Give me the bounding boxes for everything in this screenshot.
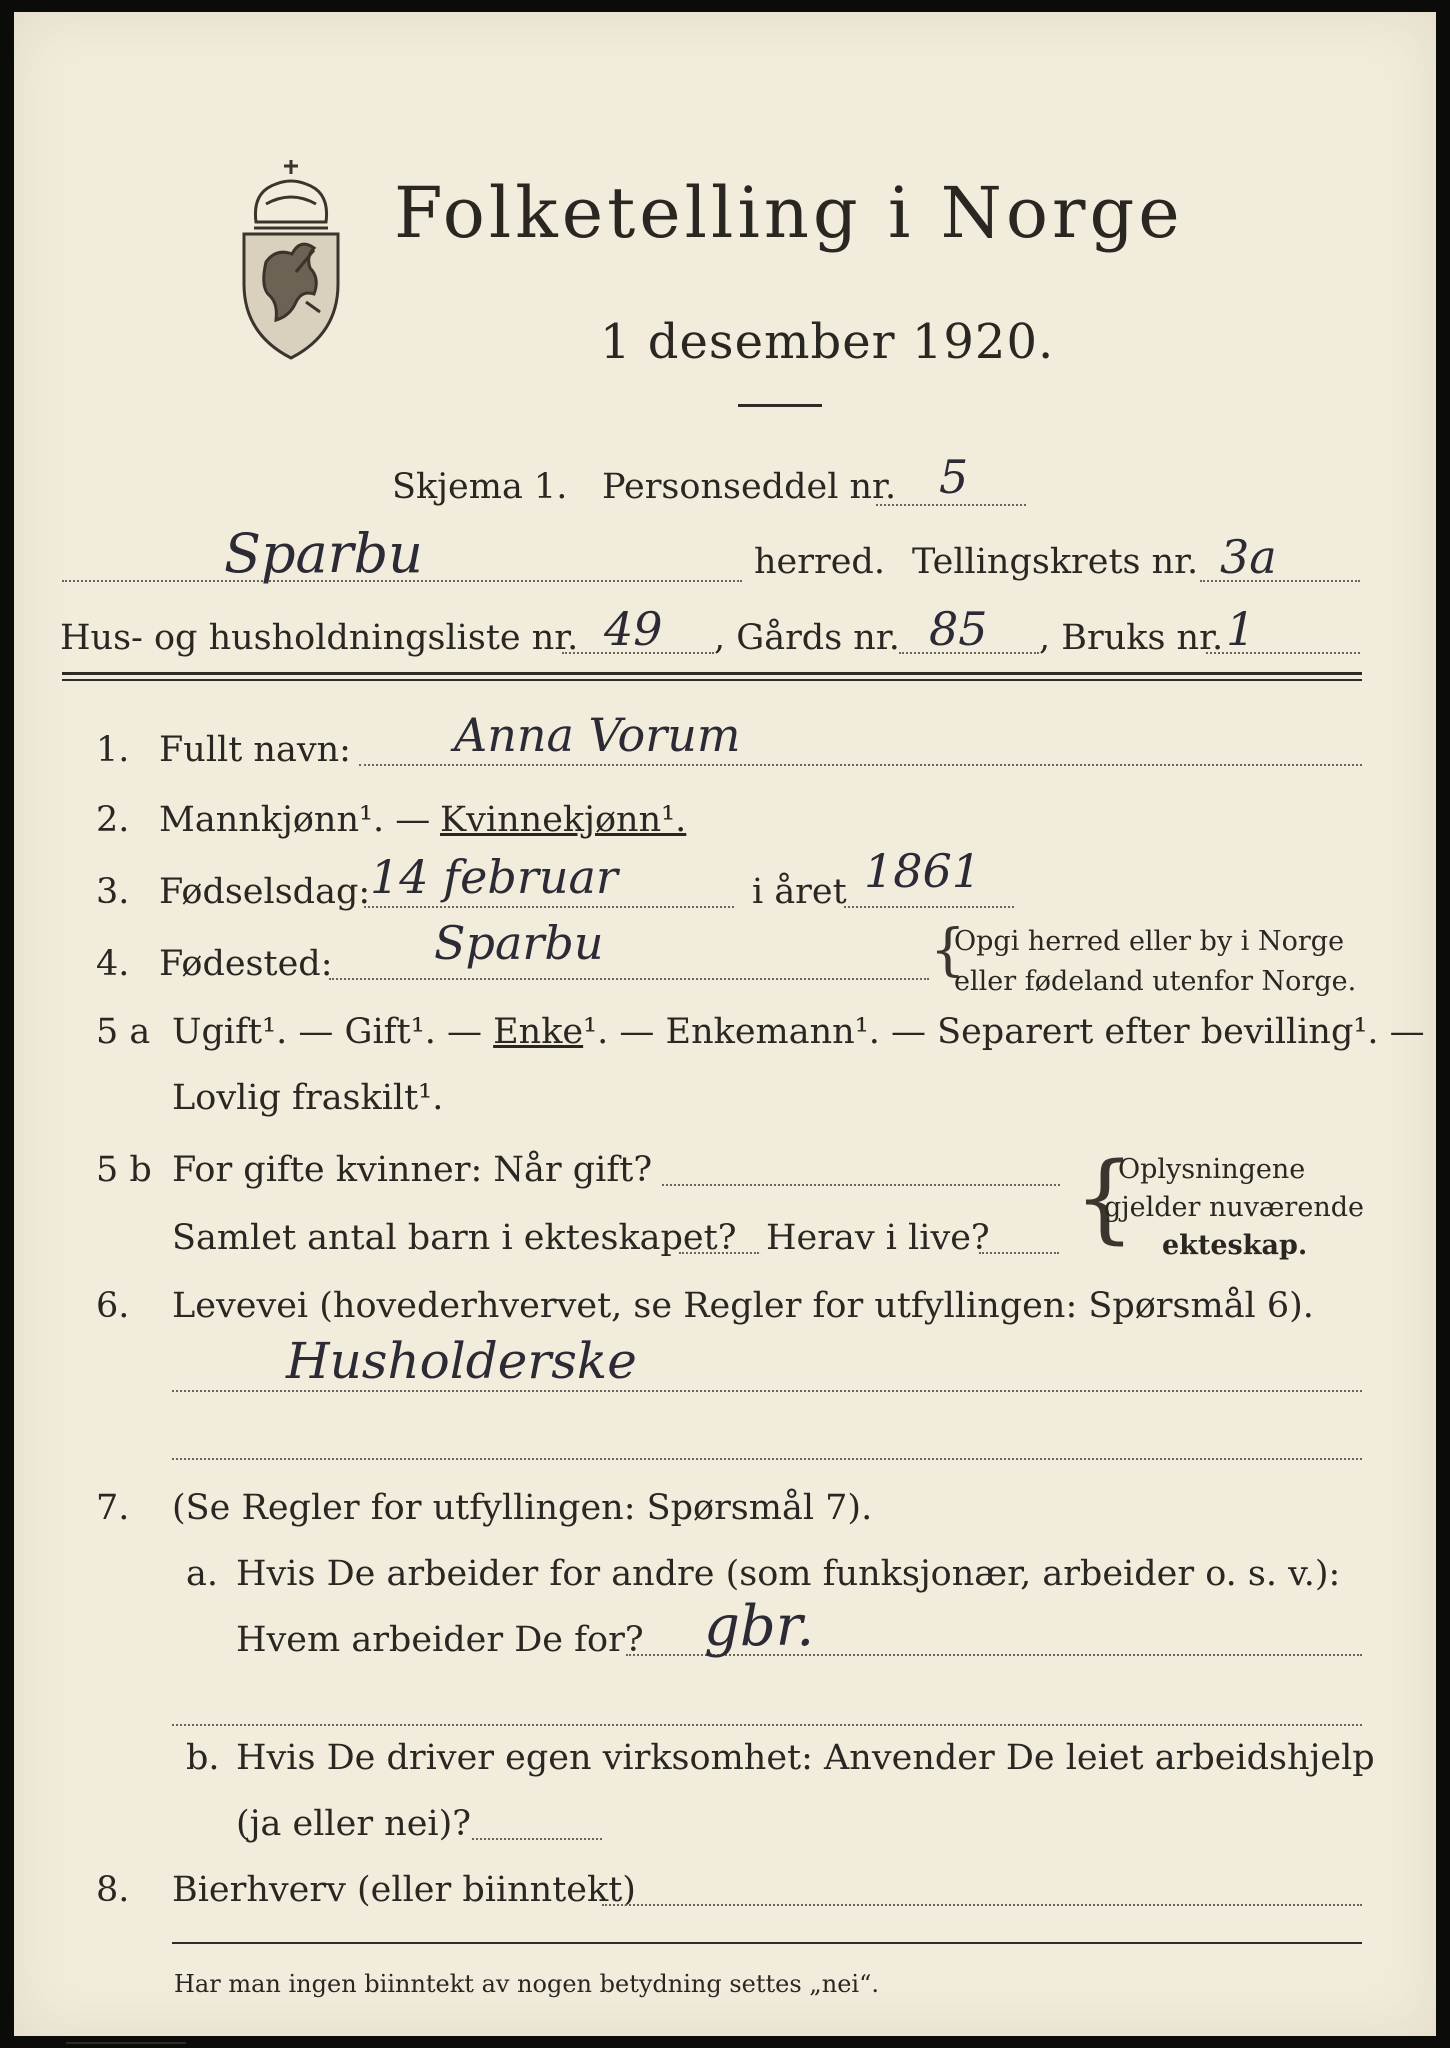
form-date: 1 desember 1920. [600, 314, 1055, 370]
q3-value: 14 februar [370, 850, 618, 904]
q6-label: Levevei (hovederhvervet, se Regler for utfyllingen: Spørsmål 6). [172, 1286, 1314, 1326]
q5a-number: 5 a [96, 1012, 151, 1052]
q5b-label-children: Samlet antal barn i ekteskapet? [172, 1218, 737, 1258]
q4-dotline [329, 978, 929, 980]
q7b-dotline [472, 1838, 602, 1840]
q1-value: Anna Vorum [454, 708, 741, 762]
q7-number: 7. [96, 1488, 130, 1528]
q7a-label-line1: Hvis De arbeider for andre (som funksjonær, arbeider o. s. v.): [236, 1554, 1341, 1594]
coat-of-arms-icon [226, 152, 356, 362]
q8-dotline [602, 1904, 1362, 1906]
q6-value: Husholderske [286, 1332, 637, 1390]
q1-dotline [359, 764, 1362, 766]
q5a-rest: ¹. — Enkemann¹. — Separert efter bevilling¹. — [583, 1012, 1425, 1052]
q6-dotline-1 [172, 1390, 1362, 1392]
footer-note: Har man ingen biinntekt av nogen betydning settes „nei“. [174, 1970, 879, 1998]
q7a-value: gbr. [704, 1594, 815, 1659]
q7b-letter: b. [186, 1738, 220, 1778]
personseddel-label: Personseddel nr. [602, 467, 897, 507]
q5b-note-line2: gjelder nuværende [1104, 1192, 1364, 1223]
q3-year-label: i året [752, 872, 847, 912]
q5a-ugift-gift: Ugift¹. — Gift¹. — [172, 1012, 482, 1052]
q5b-label-alive: Herav i live? [766, 1218, 990, 1258]
census-form-page [14, 12, 1436, 2036]
q3-label: Fødselsdag: [159, 872, 371, 912]
husliste-label: Hus- og husholdningsliste nr. [60, 618, 579, 658]
q2-male: Mannkjønn¹. — [159, 800, 431, 840]
personseddel-dotline [876, 504, 1026, 506]
q6-dotline-2 [172, 1458, 1362, 1460]
q7a-dotline-2 [172, 1724, 1362, 1726]
q5b-alive-dotline [979, 1252, 1059, 1254]
q5b-label-married: For gifte kvinner: Når gift? [172, 1150, 653, 1190]
bruks-label: , Bruks nr. [1039, 618, 1224, 658]
title-divider [738, 404, 822, 407]
q5a-enke: Enke [493, 1012, 584, 1052]
q3-number: 3. [96, 872, 130, 912]
q3-dotline [364, 906, 734, 908]
herred-label: herred. [754, 542, 885, 582]
gards-label: , Gårds nr. [714, 618, 900, 658]
q7-label: (Se Regler for utfyllingen: Spørsmål 7). [172, 1488, 873, 1528]
tellingskrets-label: Tellingskrets nr. [912, 542, 1199, 582]
q7b-label-line1: Hvis De driver egen virksomhet: Anvender De leiet arbeidshjelp [236, 1738, 1375, 1778]
q6-number: 6. [96, 1286, 130, 1326]
q1-label: Fullt navn: [159, 730, 351, 770]
q5b-note-line3: ekteskap. [1162, 1230, 1308, 1261]
q4-value: Sparbu [434, 916, 604, 970]
q5a-options [172, 1012, 1425, 1052]
herred-value: Sparbu [224, 522, 423, 585]
q5b-number: 5 b [96, 1150, 152, 1190]
q7a-label-line2: Hvem arbeider De for? [236, 1620, 644, 1660]
q5b-married-dotline [662, 1184, 1060, 1186]
gards-value: 85 [929, 602, 988, 656]
q5b-brace: { [1074, 1142, 1136, 1254]
q7b-label-line2: (ja eller nei)? [236, 1804, 472, 1844]
q3-year-value: 1861 [864, 844, 982, 898]
q7a-letter: a. [186, 1554, 218, 1594]
q5a-line2: Lovlig fraskilt¹. [172, 1078, 444, 1118]
schema-label: Skjema 1. [392, 467, 568, 507]
q2-female: Kvinnekjønn¹. [440, 800, 687, 840]
q8-number: 8. [96, 1870, 130, 1910]
husliste-value: 49 [604, 602, 663, 656]
footer-separator [172, 1942, 1362, 1944]
q4-label: Fødested: [159, 944, 333, 984]
personseddel-value: 5 [939, 450, 969, 504]
header-separator-bottom [62, 679, 1362, 681]
q4-note-line1: Opgi herred eller by i Norge [954, 926, 1345, 957]
q1-number: 1. [96, 730, 130, 770]
bruks-value: 1 [1226, 602, 1256, 656]
footnote-rule [66, 2042, 186, 2044]
form-title: Folketelling i Norge [394, 172, 1184, 254]
q2-number: 2. [96, 800, 130, 840]
q5b-children-dotline [679, 1252, 759, 1254]
q3-year-dotline [844, 906, 1014, 908]
q4-brace: { [930, 918, 966, 983]
q5b-note-line1: Oplysningene [1118, 1154, 1306, 1185]
tellingskrets-value: 3a [1220, 530, 1277, 584]
q8-label: Bierhverv (eller biinntekt) [172, 1870, 636, 1910]
q4-number: 4. [96, 944, 130, 984]
header-separator-top [62, 672, 1362, 675]
q4-note-line2: eller fødeland utenfor Norge. [954, 966, 1357, 997]
